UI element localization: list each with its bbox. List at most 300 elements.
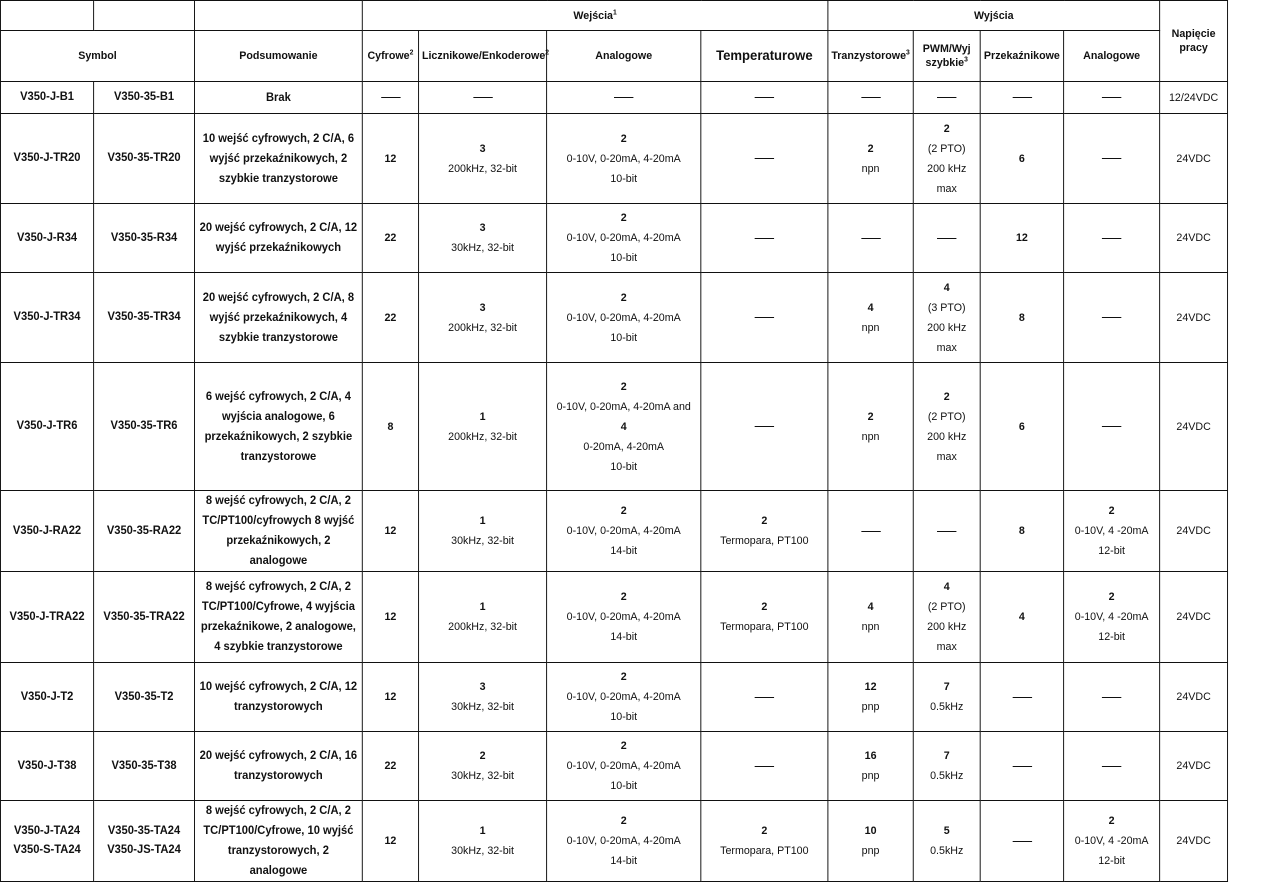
voltage-cell: 24VDC — [1160, 732, 1228, 801]
value-detail: 200kHz, 32-bit — [448, 430, 517, 443]
transistor-outputs-cell — [828, 204, 913, 273]
value-count: V350-J-TR20 — [13, 152, 81, 164]
digital-inputs-cell — [362, 732, 418, 801]
analog-inputs-cell — [547, 363, 701, 491]
value-count: 2 — [943, 390, 950, 403]
value-count: 5 — [943, 825, 950, 837]
analog-inputs-cell — [547, 663, 701, 732]
voltage-cell: 24VDC — [1160, 491, 1228, 572]
value-detail: pnp — [861, 770, 880, 782]
value-detail: 14-bit — [610, 545, 638, 557]
value-count: 10 — [864, 825, 877, 837]
value-count: 2 — [943, 122, 950, 135]
voltage-cell: 24VDC — [1160, 663, 1228, 732]
symbol-secondary-cell — [94, 273, 195, 363]
value-count: 2 — [761, 825, 768, 837]
value-detail: Termopara, PT100 — [720, 535, 809, 547]
value-detail: 0-10V, 0-20mA, 4-20mA — [566, 611, 681, 623]
value-count: 2 — [479, 750, 486, 762]
symbol-secondary-cell — [94, 491, 195, 572]
empty-dash — [1102, 238, 1121, 239]
empty-dash — [755, 426, 774, 427]
pwm-outputs-cell — [913, 82, 980, 114]
value-detail: npn — [861, 430, 880, 443]
empty-dash — [755, 697, 774, 698]
value-detail: 0-10V, 4 -20mA — [1074, 611, 1149, 623]
analog-inputs-cell — [547, 114, 701, 204]
empty-dash — [381, 97, 400, 98]
symbol-primary-cell — [0, 204, 93, 273]
value-count: 8 — [1018, 311, 1025, 324]
value-count: 22 — [384, 311, 397, 324]
digital-inputs-cell — [362, 273, 418, 363]
value-count: V350-35-TRA22 — [103, 610, 185, 623]
temperature-inputs-cell — [701, 273, 828, 363]
symbol-primary-cell — [0, 273, 93, 363]
empty-dash — [1102, 97, 1121, 98]
value-detail: 200 kHz — [927, 162, 967, 175]
value-detail: 12-bit — [1098, 631, 1125, 643]
counter-inputs-cell — [419, 663, 547, 732]
value-detail: 30kHz, 32-bit — [451, 770, 515, 782]
value-count: V350-J-TRA22 — [9, 610, 85, 623]
empty-dash — [937, 531, 956, 532]
value-count: 2 — [620, 212, 627, 224]
symbol-secondary-cell — [94, 572, 195, 663]
header-analog-outputs: Analogowe — [1064, 31, 1160, 82]
value-count: V350-J-T2 — [20, 690, 74, 703]
analog-outputs-cell — [1064, 204, 1160, 273]
value-count: 2 — [620, 291, 627, 304]
table-row — [0, 273, 1227, 363]
value-count: V350-35-T2 — [114, 690, 174, 703]
empty-dash — [1102, 426, 1121, 427]
relay-outputs-cell — [980, 363, 1063, 491]
value-detail: pnp — [861, 701, 880, 713]
voltage-cell: 24VDC — [1160, 273, 1228, 363]
pwm-outputs-cell — [913, 801, 980, 882]
counter-inputs-cell — [419, 82, 547, 114]
header-transistor-outputs: Tranzystorowe$^3$ — [828, 31, 913, 82]
value-detail: 0-10V, 0-20mA, 4-20mA — [566, 311, 681, 324]
voltage-cell: 24VDC — [1160, 801, 1228, 882]
value-count: 6 — [1018, 152, 1025, 165]
pwm-outputs-cell — [913, 273, 980, 363]
value-detail: max — [936, 450, 957, 463]
value-count: V350-J-T38 — [17, 759, 77, 772]
value-detail: 0.5kHz — [930, 701, 964, 713]
table-row — [0, 363, 1227, 491]
digital-inputs-cell — [362, 82, 418, 114]
counter-inputs-cell — [419, 491, 547, 572]
empty-dash — [861, 97, 880, 98]
summary-cell: 6 wejść cyfrowych, 2 C/A, 4 wyjścia analogowe, 6 przekaźnikowych, 2 szybkie tranzystorowe — [194, 363, 362, 491]
value-detail: 30kHz, 32-bit — [451, 242, 515, 254]
value-count: 1 — [479, 601, 486, 613]
header-voltage: Napięcie pracy — [1160, 1, 1228, 82]
relay-outputs-cell — [980, 663, 1063, 732]
symbol-primary-cell — [0, 663, 93, 732]
value-count: V350-J-B1 — [20, 91, 75, 103]
summary-cell: 20 wejść cyfrowych, 2 C/A, 12 wyjść przekaźnikowych — [194, 204, 362, 273]
value-detail: pnp — [861, 845, 880, 857]
value-count: 4 — [620, 420, 627, 433]
counter-inputs-cell — [419, 204, 547, 273]
transistor-outputs-cell — [828, 82, 913, 114]
counter-inputs-cell — [419, 572, 547, 663]
digital-inputs-cell — [362, 801, 418, 882]
value-detail: 0.5kHz — [930, 845, 964, 857]
value-count: 1 — [479, 515, 486, 527]
value-detail: max — [936, 641, 957, 653]
temperature-inputs-cell — [701, 204, 828, 273]
temperature-inputs-cell — [701, 491, 828, 572]
analog-outputs-cell — [1064, 732, 1160, 801]
analog-outputs-cell — [1064, 82, 1160, 114]
pwm-outputs-cell — [913, 363, 980, 491]
analog-outputs-cell — [1064, 114, 1160, 204]
header-counter-inputs: Licznikowe/Enkoderowe$^2$ — [419, 31, 547, 82]
value-detail: 0-10V, 0-20mA, 4-20mA — [566, 835, 681, 847]
analog-inputs-cell — [547, 801, 701, 882]
empty-dash — [755, 766, 774, 767]
value-count: 2 — [867, 142, 874, 155]
value-detail: 14-bit — [610, 855, 638, 867]
pwm-outputs-cell — [913, 491, 980, 572]
corner-cell-1 — [0, 1, 93, 31]
value-count: 8 — [387, 420, 394, 433]
value-count: 8 — [1018, 525, 1025, 537]
symbol-secondary-cell — [94, 801, 195, 882]
value-count: V350-J-TR34 — [13, 311, 81, 323]
value-count: 2 — [620, 591, 627, 603]
value-count: 2 — [620, 815, 627, 827]
value-count: 16 — [864, 750, 877, 762]
value-count: V350-35-B1 — [113, 91, 175, 103]
value-detail: 0-10V, 0-20mA, 4-20mA — [566, 760, 681, 772]
value-detail: 200 kHz — [927, 321, 967, 334]
value-detail: npn — [861, 621, 880, 633]
summary-cell: 10 wejść cyfrowych, 2 C/A, 12 tranzystorowych — [194, 663, 362, 732]
symbol-secondary-cell — [94, 82, 195, 114]
value-count: 22 — [384, 232, 397, 244]
empty-dash — [1102, 697, 1121, 698]
value-detail: 12-bit — [1098, 545, 1125, 557]
value-detail: 0.5kHz — [930, 770, 964, 782]
transistor-outputs-cell — [828, 801, 913, 882]
value-detail: (3 PTO) — [927, 301, 966, 314]
value-count: V350-35-TA24 — [107, 825, 181, 837]
relay-outputs-cell — [980, 273, 1063, 363]
value-count: 2 — [620, 505, 627, 517]
value-detail: 200kHz, 32-bit — [448, 162, 517, 175]
empty-dash — [937, 97, 956, 98]
empty-dash — [937, 238, 956, 239]
value-count: 12 — [384, 525, 397, 537]
empty-dash — [1102, 158, 1121, 159]
value-detail: 0-10V, 4 -20mA — [1074, 835, 1149, 847]
value-detail: 14-bit — [610, 631, 638, 643]
empty-dash — [755, 238, 774, 239]
value-detail: 12-bit — [1098, 855, 1125, 867]
value-count: V350-J-TR6 — [16, 420, 78, 432]
value-detail: 0-10V, 0-20mA, 4-20mA — [566, 232, 681, 244]
value-count: V350-35-T38 — [111, 759, 177, 772]
summary-cell: Brak — [194, 82, 362, 114]
value-count: 4 — [1018, 611, 1025, 623]
value-detail: 30kHz, 32-bit — [451, 845, 515, 857]
value-detail: Termopara, PT100 — [720, 621, 809, 633]
symbol-primary-cell — [0, 82, 93, 114]
pwm-outputs-cell — [913, 204, 980, 273]
table-row — [0, 491, 1227, 572]
value-count: 4 — [943, 281, 950, 294]
analog-inputs-cell — [547, 204, 701, 273]
value-count: 3 — [479, 142, 486, 155]
value-detail: 200kHz, 32-bit — [448, 621, 517, 633]
value-count: 3 — [479, 301, 486, 314]
summary-cell: 8 wejść cyfrowych, 2 C/A, 2 TC/PT100/cyfrowych 8 wyjść przekaźnikowych, 2 analogowe — [194, 491, 362, 572]
analog-inputs-cell — [547, 491, 701, 572]
symbol-secondary-cell — [94, 663, 195, 732]
value-count: 1 — [479, 825, 486, 837]
value-detail: (2 PTO) — [927, 410, 966, 423]
counter-inputs-cell — [419, 801, 547, 882]
value-count: V350-35-RA22 — [106, 524, 182, 537]
digital-inputs-cell — [362, 204, 418, 273]
value-detail: 0-10V, 0-20mA, 4-20mA — [566, 691, 681, 703]
digital-inputs-cell — [362, 491, 418, 572]
value-detail: 10-bit — [610, 711, 638, 723]
value-detail: (2 PTO) — [927, 142, 966, 155]
table-row — [0, 663, 1227, 732]
value-count: 4 — [867, 301, 874, 314]
value-count: V350-J-TA24 — [13, 825, 81, 837]
value-count: 3 — [479, 681, 486, 693]
voltage-cell: 24VDC — [1160, 204, 1228, 273]
value-count: 2 — [1108, 815, 1115, 827]
value-count: V350-35-TR6 — [110, 420, 178, 432]
empty-dash — [614, 97, 633, 98]
value-count: 12 — [1015, 232, 1028, 244]
value-detail: 200kHz, 32-bit — [448, 321, 517, 334]
value-detail: 10-bit — [610, 780, 638, 792]
empty-dash — [861, 238, 880, 239]
value-detail: 0-10V, 4 -20mA — [1074, 525, 1149, 537]
value-detail: 10-bit — [610, 252, 638, 264]
summary-cell: 20 wejść cyfrowych, 2 C/A, 16 tranzystorowych — [194, 732, 362, 801]
value-detail: max — [936, 341, 957, 354]
value-detail: 10-bit — [610, 331, 638, 344]
value-detail: 200 kHz — [927, 621, 967, 633]
empty-dash — [861, 531, 880, 532]
header-pwm-outputs: PWM/Wyj szybkie$^3$ — [913, 31, 980, 82]
table-row — [0, 572, 1227, 663]
header-digital-inputs: Cyfrowe$^2$ — [362, 31, 418, 82]
pwm-outputs-cell — [913, 663, 980, 732]
relay-outputs-cell — [980, 732, 1063, 801]
transistor-outputs-cell — [828, 363, 913, 491]
pwm-outputs-cell — [913, 572, 980, 663]
value-count: V350-S-TA24 — [13, 844, 81, 856]
pwm-outputs-cell — [913, 732, 980, 801]
temperature-inputs-cell — [701, 572, 828, 663]
analog-outputs-cell — [1064, 491, 1160, 572]
symbol-secondary-cell — [94, 363, 195, 491]
value-detail: 30kHz, 32-bit — [451, 701, 515, 713]
empty-dash — [1102, 317, 1121, 318]
table-row — [0, 204, 1227, 273]
analog-inputs-cell — [547, 572, 701, 663]
value-count: 4 — [943, 581, 950, 593]
value-detail: 200 kHz — [927, 430, 967, 443]
analog-inputs-cell — [547, 273, 701, 363]
transistor-outputs-cell — [828, 114, 913, 204]
group-header-outputs: Wyjścia — [828, 1, 1160, 31]
relay-outputs-cell — [980, 801, 1063, 882]
analog-outputs-cell — [1064, 572, 1160, 663]
empty-dash — [1012, 97, 1031, 98]
analog-inputs-cell — [547, 82, 701, 114]
relay-outputs-cell — [980, 204, 1063, 273]
value-count: 2 — [1108, 591, 1115, 603]
value-count: 12 — [384, 691, 397, 703]
symbol-primary-cell — [0, 114, 93, 204]
corner-cell-2 — [94, 1, 195, 31]
pwm-outputs-cell — [913, 114, 980, 204]
symbol-primary-cell — [0, 491, 93, 572]
value-count: 12 — [384, 835, 397, 847]
header-symbol: Symbol — [0, 31, 194, 82]
digital-inputs-cell — [362, 114, 418, 204]
corner-cell-3 — [194, 1, 362, 31]
temperature-inputs-cell — [701, 363, 828, 491]
summary-cell: 20 wejść cyfrowych, 2 C/A, 8 wyjść przekaźnikowych, 4 szybkie tranzystorowe — [194, 273, 362, 363]
empty-dash — [1012, 697, 1031, 698]
transistor-outputs-cell — [828, 663, 913, 732]
digital-inputs-cell — [362, 663, 418, 732]
symbol-primary-cell — [0, 572, 93, 663]
analog-outputs-cell — [1064, 273, 1160, 363]
value-count: V350-35-R34 — [110, 231, 178, 244]
value-count: 2 — [620, 671, 627, 683]
value-count: 1 — [479, 410, 486, 423]
value-detail: max — [936, 182, 957, 195]
value-count: 2 — [867, 410, 874, 423]
table-row — [0, 114, 1227, 204]
value-count: V350-J-R34 — [16, 231, 78, 244]
relay-outputs-cell — [980, 114, 1063, 204]
counter-inputs-cell — [419, 114, 547, 204]
symbol-primary-cell — [0, 363, 93, 491]
analog-outputs-cell — [1064, 363, 1160, 491]
value-detail: 0-20mA, 4-20mA — [583, 440, 665, 453]
symbol-secondary-cell — [94, 204, 195, 273]
value-count: 2 — [1108, 505, 1115, 517]
empty-dash — [1102, 766, 1121, 767]
value-detail: npn — [861, 162, 880, 175]
temperature-inputs-cell — [701, 663, 828, 732]
header-temperature-inputs: Temperaturowe — [701, 31, 828, 82]
empty-dash — [473, 97, 492, 98]
temperature-inputs-cell — [701, 114, 828, 204]
header-analog-inputs: Analogowe — [547, 31, 701, 82]
symbol-primary-cell — [0, 801, 93, 882]
summary-cell: 10 wejść cyfrowych, 2 C/A, 6 wyjść przekaźnikowych, 2 szybkie tranzystorowe — [194, 114, 362, 204]
counter-inputs-cell — [419, 732, 547, 801]
value-detail: (2 PTO) — [927, 601, 966, 613]
value-count: 7 — [943, 681, 950, 693]
value-count: 12 — [864, 681, 877, 693]
voltage-cell: 12/24VDC — [1160, 82, 1228, 114]
counter-inputs-cell — [419, 273, 547, 363]
analog-outputs-cell — [1064, 801, 1160, 882]
value-count: 12 — [384, 611, 397, 623]
header-summary: Podsumowanie — [194, 31, 362, 82]
digital-inputs-cell — [362, 363, 418, 491]
temperature-inputs-cell — [701, 801, 828, 882]
relay-outputs-cell — [980, 491, 1063, 572]
temperature-inputs-cell — [701, 732, 828, 801]
empty-dash — [1012, 841, 1031, 842]
table-row — [0, 732, 1227, 801]
value-count: 6 — [1018, 420, 1025, 433]
summary-cell: 8 wejść cyfrowych, 2 C/A, 2 TC/PT100/Cyfrowe, 4 wyjścia przekaźnikowe, 2 analogowe, 4 szybkie tranzystorowe — [194, 572, 362, 663]
summary-cell: 8 wejść cyfrowych, 2 C/A, 2 TC/PT100/Cyfrowe, 10 wyjść tranzystorowych, 2 analogowe — [194, 801, 362, 882]
relay-outputs-cell — [980, 82, 1063, 114]
value-detail: 10-bit — [610, 460, 638, 473]
relay-outputs-cell — [980, 572, 1063, 663]
group-header-inputs: Wejścia$^1$ — [362, 1, 828, 31]
value-detail: Termopara, PT100 — [720, 845, 809, 857]
transistor-outputs-cell — [828, 572, 913, 663]
value-detail: 0-10V, 0-20mA, 4-20mA and — [556, 400, 691, 413]
value-count: 3 — [479, 222, 486, 234]
value-count: 2 — [620, 380, 627, 393]
symbol-primary-cell — [0, 732, 93, 801]
value-detail: npn — [861, 321, 880, 334]
transistor-outputs-cell — [828, 491, 913, 572]
symbol-secondary-cell — [94, 732, 195, 801]
value-detail: 30kHz, 32-bit — [451, 535, 515, 547]
value-count: 22 — [384, 760, 397, 772]
value-detail: 0-10V, 0-20mA, 4-20mA — [566, 152, 681, 165]
transistor-outputs-cell — [828, 732, 913, 801]
value-count: V350-35-TR34 — [107, 311, 181, 323]
value-count: V350-35-TR20 — [107, 152, 181, 164]
empty-dash — [755, 317, 774, 318]
value-count: 2 — [761, 515, 768, 527]
transistor-outputs-cell — [828, 273, 913, 363]
table-row — [0, 801, 1227, 882]
value-count: 7 — [943, 750, 950, 762]
value-detail: 0-10V, 0-20mA, 4-20mA — [566, 525, 681, 537]
value-count: 12 — [384, 152, 397, 165]
voltage-cell: 24VDC — [1160, 363, 1228, 491]
voltage-cell: 24VDC — [1160, 572, 1228, 663]
table-row — [0, 82, 1227, 114]
voltage-cell: 24VDC — [1160, 114, 1228, 204]
empty-dash — [1012, 766, 1031, 767]
empty-dash — [755, 97, 774, 98]
analog-outputs-cell — [1064, 663, 1160, 732]
value-detail: 10-bit — [610, 172, 638, 185]
value-count: 2 — [620, 740, 627, 752]
header-relay-outputs: Przekaźnikowe — [980, 31, 1063, 82]
value-count: 2 — [761, 601, 768, 613]
empty-dash — [755, 158, 774, 159]
value-count: 2 — [620, 132, 627, 145]
